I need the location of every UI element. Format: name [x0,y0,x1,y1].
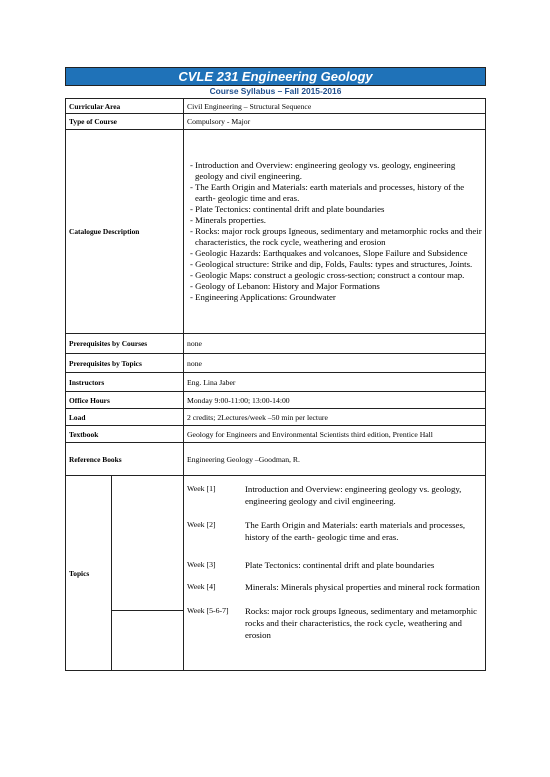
week-number: Week [2] [187,520,216,529]
catalogue-item: - Geological structure: Strike and dip, Folds, Faults: types and structures, Joints. [190,259,473,269]
week-entry [187,605,482,641]
week-number: Week [4] [187,582,216,591]
catalogue-description-label: Catalogue Description [66,130,184,334]
week-topic: Minerals: Minerals physical properties and mineral rock formation [245,582,480,592]
catalogue-item: - The Earth Origin and Materials: earth materials and processes, history of the earth- geologic time and eras. [190,182,465,203]
office-hours-label: Office Hours [66,392,184,409]
course-subtitle: Course Syllabus – Fall 2015-2016 [209,86,342,96]
topics-weeks [184,476,486,671]
prereq-topics-label: Prerequisites by Topics [66,354,184,373]
office-hours-value: Monday 9:00-11:00; 13:00-14:00 [184,392,486,409]
topics-side-grid [66,476,183,670]
topics-blank-cell [112,610,184,670]
topics-label-cell [66,476,184,671]
prereq-courses-value: none [184,334,486,354]
week-topic: Rocks: major rock groups Igneous, sedimentary and metamorphic rocks and their characteristics, the rock cycle, weathering and erosion [245,606,478,640]
week-entry [187,581,482,593]
textbook-label: Textbook [66,426,184,443]
type-of-course-label: Type of Course [66,114,184,130]
syllabus-table [65,98,486,671]
reference-books-label: Reference Books [66,443,184,476]
week-topic: Introduction and Overview: engineering geology vs. geology, engineering geology and civil engineering. [245,484,462,506]
catalogue-item: - Geologic Maps: construct a geologic cross-section; construct a contour map. [190,270,465,280]
week-number: Week [5-6-7] [187,606,229,615]
week-number: Week [3] [187,560,216,569]
catalogue-item: - Engineering Applications: Groundwater [190,292,336,302]
load-label: Load [66,409,184,426]
prereq-courses-label: Prerequisites by Courses [66,334,184,354]
catalogue-item: - Plate Tectonics: continental drift and plate boundaries [190,204,385,214]
catalogue-item: - Geologic Hazards: Earthquakes and volcanoes, Slope Failure and Subsidence [190,248,468,258]
topics-blank-cell [112,476,184,610]
week-number: Week [1] [187,484,216,493]
course-title: CVLE 231 Engineering Geology [65,67,486,86]
catalogue-item: - Introduction and Overview: engineering geology vs. geology, engineering geology and civil engineering. [190,160,456,181]
curricular-area-value: Civil Engineering – Structural Sequence [184,99,486,114]
week-entry [187,559,482,571]
topics-label: Topics [66,476,112,670]
curricular-area-label: Curricular Area [66,99,184,114]
instructors-value: Eng. Lina Jaber [184,373,486,392]
reference-books-value: Engineering Geology –Goodman, R. [184,443,486,476]
week-topic: Plate Tectonics: continental drift and plate boundaries [245,560,435,570]
catalogue-description-value [184,130,486,334]
catalogue-item: - Geology of Lebanon: History and Major Formations [190,281,380,291]
textbook-value: Geology for Engineers and Environmental Scientists third edition, Prentice Hall [184,426,486,443]
type-of-course-value: Compulsory - Major [184,114,486,130]
instructors-label: Instructors [66,373,184,392]
week-topic: The Earth Origin and Materials: earth materials and processes, history of the earth- geologic time and eras. [245,520,466,542]
catalogue-item: - Rocks: major rock groups Igneous, sedimentary and metamorphic rocks and their characteristics, the rock cycle, weathering and erosion [190,226,482,247]
week-entry [187,519,482,543]
week-entry [187,483,482,507]
prereq-topics-value: none [184,354,486,373]
catalogue-item: - Minerals properties. [190,215,266,225]
load-value: 2 credits; 2Lectures/week –50 min per lecture [184,409,486,426]
